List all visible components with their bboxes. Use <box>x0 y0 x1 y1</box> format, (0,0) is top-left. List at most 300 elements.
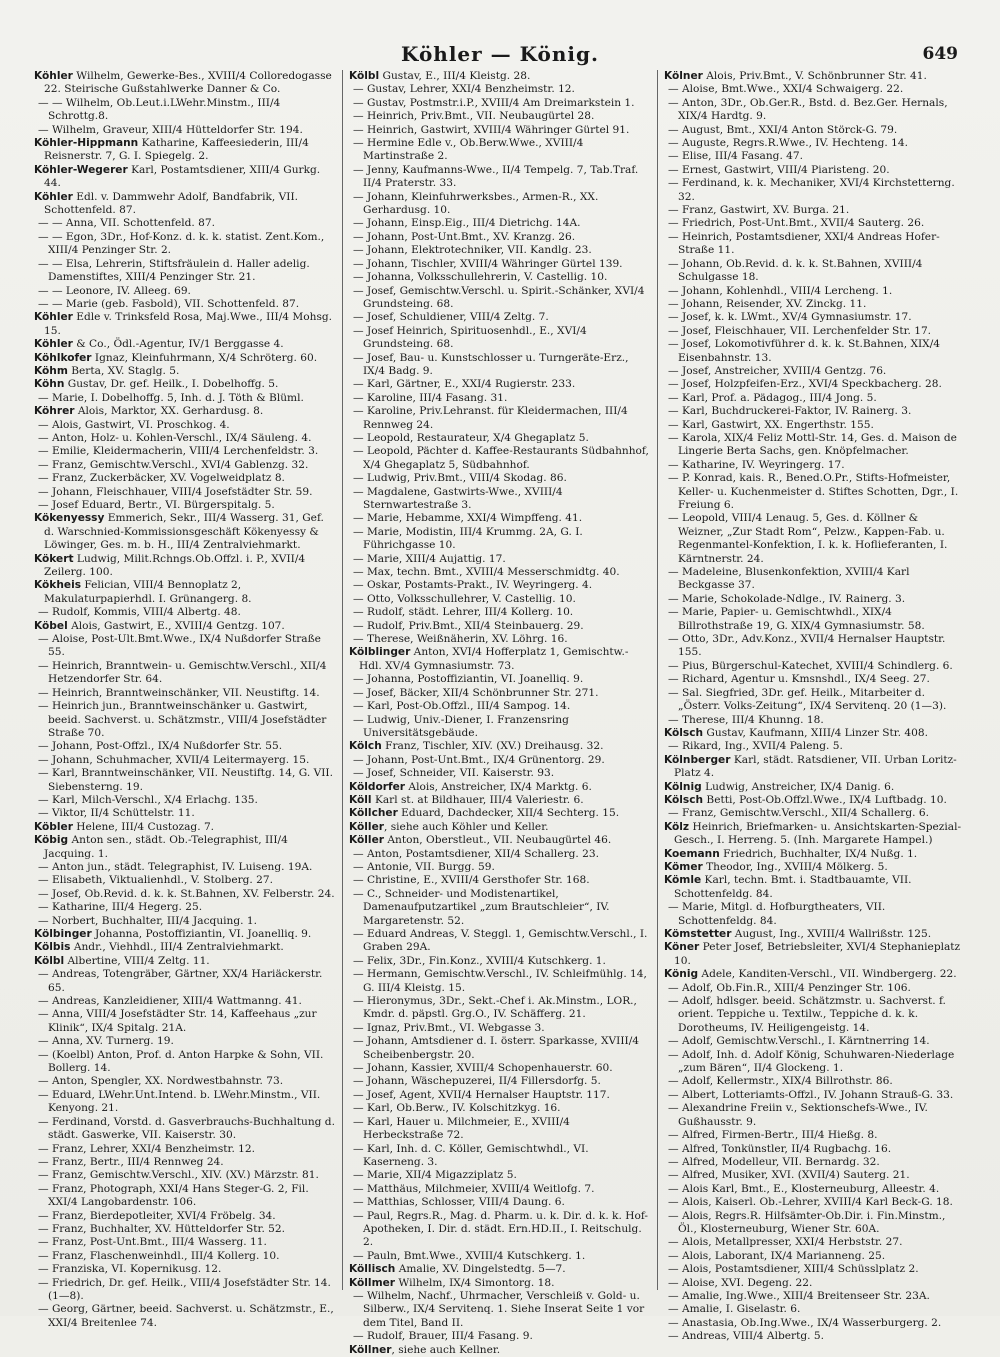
entry-text: Amalie, XV. Dingelstedtg. 5—7. <box>395 1263 566 1276</box>
directory-entry <box>664 687 966 714</box>
entry-text: — Josef, Gemischtw.Verschl. u. Spirit.-Schänker, XVI/4 Grundsteing. 68. <box>353 284 645 310</box>
entry-surname: Köhler-Hippmann <box>34 137 139 150</box>
entry-text: — Katharine, III/4 Hegerg. 25. <box>38 901 203 914</box>
directory-entry <box>664 1330 966 1343</box>
entry-text: — Max, techn. Bmt., XVIII/4 Messerschmidtg. 40. <box>353 566 620 579</box>
entry-surname: Kölner <box>664 70 703 82</box>
entry-text: Edl. v. Dammwehr Adolf, Bandfabrik, VII. Schottenfeld. 87. <box>44 190 299 217</box>
directory-entry <box>349 807 651 820</box>
directory-entry <box>349 392 651 405</box>
directory-entry <box>664 1277 966 1290</box>
entry-surname: Köllmer <box>349 1276 396 1289</box>
entry-surname: Köllner <box>349 1343 392 1356</box>
entry-surname: Kölbis <box>34 941 71 954</box>
directory-entry <box>349 124 651 137</box>
entry-surname: Köbig <box>34 834 69 847</box>
entry-surname: Kölch <box>349 740 382 753</box>
entry-text: — Karl, Prof. a. Pädagog., III/4 Jong. 5. <box>668 391 877 404</box>
directory-entry <box>664 1049 966 1076</box>
entry-text: — Marie, XII/4 Migazziplatz 5. <box>353 1169 517 1182</box>
entry-text: — Adolf, Inh. d. Adolf König, Schuhwaren-Niederlage „zum Bären“, II/4 Glockeng. 1. <box>668 1048 955 1075</box>
directory-entry <box>34 1089 336 1116</box>
entry-surname: Köller <box>349 820 384 833</box>
directory-entry <box>34 378 336 391</box>
entry-text: — Hermine Edle v., Ob.Berw.Wwe., XVIII/4 Martinstraße 2. <box>353 137 584 163</box>
directory-entry <box>664 97 966 124</box>
directory-entry <box>34 1277 336 1304</box>
directory-entry <box>664 83 966 96</box>
directory-entry <box>349 821 651 834</box>
entry-text: Gustav, Kaufmann, XIII/4 Linzer Str. 408. <box>703 726 928 739</box>
directory-entry <box>34 1049 336 1076</box>
directory-entry <box>34 298 336 311</box>
directory-entry <box>664 231 966 258</box>
directory-entry <box>349 633 651 646</box>
entry-text: — Heinrich jun., Branntweinschänker u. Gastwirt, beeid. Sachverst. u. Schätzmstr., VIII/4 Josefstädter Straße 70. <box>38 700 327 739</box>
entry-text: — Marie, Hebamme, XXI/4 Wimpffeng. 41. <box>353 512 583 525</box>
directory-entry <box>349 378 651 391</box>
entry-text: — Amalie, Ing.Wwe., XIII/4 Breitenseer Str. 23A. <box>668 1289 930 1302</box>
directory-entry <box>349 445 651 472</box>
entry-text: Adele, Kanditen-Verschl., VII. Windbergerg. 22. <box>698 968 957 981</box>
entry-text: — Ferdinand, k. k. Mechaniker, XVI/4 Kirchstetterng. 32. <box>668 177 955 203</box>
directory-entry <box>34 137 336 164</box>
directory-entry <box>664 512 966 566</box>
directory-entry <box>349 1022 651 1035</box>
directory-entry <box>34 191 336 218</box>
entry-surname: Kölbinger <box>34 928 92 940</box>
entry-text: — Anna, XV. Turnerg. 19. <box>38 1035 174 1048</box>
directory-entry <box>664 70 966 83</box>
entry-text: — Friedrich, Dr. gef. Heilk., VIII/4 Josefstädter Str. 14. (1—8). <box>38 1276 331 1302</box>
entry-surname: Köllcher <box>349 807 398 820</box>
entry-surname: Köner <box>664 941 700 954</box>
entry-text: — Gustav, Postmstr.i.P., XVIII/4 Am Dreimarkstein 1. <box>353 96 635 109</box>
directory-entry <box>34 767 336 794</box>
entry-text: — Anastasia, Ob.Ing.Wwe., IX/4 Wasserburgerg. 2. <box>668 1316 942 1329</box>
entry-surname: Köll <box>349 793 372 806</box>
entry-text: — Alfred, Musiker, XVI. (XVII/4) Sauterg. 21. <box>668 1169 910 1182</box>
directory-entry <box>349 472 651 485</box>
entry-surname: Köhrer <box>34 405 75 418</box>
entry-text: — Emilie, Kleidermacherin, VIII/4 Lerchenfeldstr. 3. <box>38 445 319 458</box>
directory-entry <box>664 177 966 204</box>
entry-text: — Franz, Gemischtw.Verschl., XIV. (XV.) Märzstr. 81. <box>38 1169 319 1182</box>
entry-text: — Franz, Zuckerbäcker, XV. Vogelweidplatz 8. <box>38 472 285 485</box>
directory-entry <box>34 861 336 874</box>
entry-text: — Heinrich, Priv.Bmt., VII. Neubaugürtel 28. <box>353 110 595 123</box>
directory-entry <box>349 714 651 741</box>
entry-text: Johanna, Postoffiziantin, VI. Joanelliq. 9. <box>91 928 312 940</box>
entry-text: — Josef, Schneider, VII. Kaiserstr. 93. <box>353 767 555 780</box>
entry-text: — Josef, Ob.Revid. d. k. k. St.Bahnen, XV. Felberstr. 24. <box>38 887 335 900</box>
directory-entry <box>34 1116 336 1143</box>
directory-entry <box>349 593 651 606</box>
directory-entry <box>349 781 651 794</box>
directory-entry <box>349 606 651 619</box>
entry-text: Alois, Gastwirt, E., XVIII/4 Gentzg. 107. <box>67 619 285 632</box>
directory-entry <box>664 1183 966 1196</box>
entry-text: — Josef, Holzpfeifen-Erz., XVI/4 Speckbacherg. 28. <box>668 378 942 391</box>
entry-text: — Karl, Hauer u. Milchmeier, E., XVIII/4 Herbeckstraße 72. <box>353 1115 570 1142</box>
entry-text: — Josef, Bäcker, XII/4 Schönbrunner Str. 271. <box>353 686 599 699</box>
entry-text: — Alois, Postamtsdiener, XIII/4 Schüsslplatz 2. <box>668 1263 919 1276</box>
entry-text: Peter Josef, Betriebsleiter, XVI/4 Stephanieplatz 10. <box>674 941 961 967</box>
entry-surname: Kölnig <box>664 780 702 793</box>
directory-entry <box>664 419 966 432</box>
directory-entry <box>349 740 651 753</box>
entry-text: August, Ing., XVIII/4 Wallrißstr. 125. <box>731 928 932 940</box>
entry-text: — Pauln, Bmt.Wwe., XVIII/4 Kutschkerg. 1. <box>353 1249 586 1262</box>
entry-text: Ludwig, Anstreicher, IX/4 Danig. 6. <box>701 780 895 793</box>
entry-text: — Marie, XIII/4 Aujattig. 17. <box>353 552 506 565</box>
directory-entry <box>664 633 966 660</box>
entry-text: — Josef Eduard, Bertr., VI. Bürgerspitalg. 5. <box>38 499 275 511</box>
directory-entry <box>34 1250 336 1263</box>
entry-text: — Josef, Bau- u. Kunstschlosser u. Turngeräte-Erz., IX/4 Badg. 9. <box>353 351 629 377</box>
directory-entry <box>664 1210 966 1237</box>
directory-entry <box>664 794 966 807</box>
directory-entry <box>349 754 651 767</box>
entry-text: — Anton, Postamtsdiener, XII/4 Schallerg. 23. <box>353 847 600 860</box>
entry-text: — Ludwig, Univ.-Diener, I. Franzensring Universitätsgebäude. <box>353 713 569 739</box>
directory-entry <box>664 164 966 177</box>
entry-text: — Friedrich, Post-Unt.Bmt., XVII/4 Sauterg. 26. <box>668 217 925 230</box>
directory-entry <box>349 995 651 1022</box>
directory-entry <box>349 848 651 861</box>
entry-text: — Aloise, XVI. Degeng. 22. <box>668 1276 813 1289</box>
directory-entry <box>34 888 336 901</box>
entry-text: Helene, III/4 Custozag. 7. <box>72 820 215 833</box>
entry-text: — Heinrich, Postamtsdiener, XXI/4 Andreas Hofer-Straße 11. <box>668 230 940 257</box>
directory-entry <box>349 70 651 83</box>
page-header <box>0 40 1000 70</box>
directory-entry <box>349 1169 651 1182</box>
directory-entry <box>664 325 966 338</box>
entry-text: Gustav, E., III/4 Kleistg. 28. <box>379 70 531 82</box>
entry-text: — Auguste, Regrs.R.Wwe., IV. Hechteng. 14. <box>668 137 908 150</box>
entry-text: — Rudolf, Brauer, III/4 Fasang. 9. <box>353 1330 533 1343</box>
directory-entry <box>664 714 966 727</box>
entry-surname: Köhm <box>34 364 68 377</box>
entry-surname: Köhler <box>34 338 73 351</box>
entry-surname: Kölbl <box>349 70 380 82</box>
entry-text: — — Anna, VII. Schottenfeld. 87. <box>38 217 215 230</box>
entry-text: — Andreas, VIII/4 Albertg. 5. <box>668 1330 824 1343</box>
entry-text: Edle v. Trinksfeld Rosa, Maj.Wwe., III/4 Mohsg. 15. <box>44 311 333 337</box>
directory-columns <box>30 70 966 1356</box>
directory-entry <box>664 1035 966 1048</box>
directory-entry <box>664 781 966 794</box>
entry-text: — Anton, Holz- u. Kohlen-Verschl., IX/4 Säuleng. 4. <box>38 431 312 444</box>
entry-text: — Johann, Kassier, XVIII/4 Schopenhauerstr. 60. <box>353 1062 613 1075</box>
directory-entry <box>664 217 966 230</box>
directory-entry <box>349 486 651 513</box>
directory-entry <box>664 593 966 606</box>
entry-text: — Franz, Gastwirt, XV. Burga. 21. <box>668 204 850 217</box>
directory-entry <box>349 1210 651 1250</box>
directory-entry <box>349 1344 651 1357</box>
directory-entry <box>664 740 966 753</box>
entry-text: — Felix, 3Dr., Fin.Konz., XVIII/4 Kutschkerg. 1. <box>353 954 606 967</box>
directory-entry <box>664 874 966 901</box>
entry-text: , siehe auch Kellner. <box>391 1343 501 1356</box>
entry-surname: Köbel <box>34 619 68 632</box>
entry-text: — Josef, Anstreicher, XVIII/4 Gentzg. 76. <box>668 364 887 377</box>
entry-text: — Franz, Bierdepotleiter, XVI/4 Fröbelg. 34. <box>38 1209 276 1222</box>
entry-text: — Karl, Buchdruckerei-Faktor, IV. Rainerg. 3. <box>668 405 912 418</box>
directory-entry <box>34 432 336 445</box>
entry-text: — Leopold, VIII/4 Lenaug. 5, Ges. d. Köllner & Weizner, „Zur Stadt Rom“, Pelzw., Kappen-Fab. u. Regenmantel-Konfektion, I. k. k. Hoflieferanten, I. Kärntnerstr. 24. <box>668 512 948 565</box>
directory-entry <box>34 405 336 418</box>
entry-text: — Elise, III/4 Fasang. 47. <box>668 150 804 163</box>
directory-entry <box>664 821 966 848</box>
entry-text: — Josef, Agent, XVII/4 Hernalser Hauptstr. 117. <box>353 1088 610 1101</box>
directory-entry <box>349 700 651 713</box>
entry-text: — Rudolf, städt. Lehrer, III/4 Kollerg. 10. <box>353 606 574 619</box>
entry-text: Gustav, Dr. gef. Heilk., I. Dobelhoffg. 5. <box>64 378 279 391</box>
entry-text: — Alois, Regrs.R. Hilfsämter-Ob.Dir. i. Fin.Minstm., Öl., Klosterneuburg, Wiener Str. 60A. <box>668 1209 946 1235</box>
directory-entry <box>664 285 966 298</box>
directory-entry <box>34 499 336 512</box>
entry-text: — Otto, Volksschullehrer, V. Castellig. 10. <box>353 592 576 605</box>
entry-text: — Karl, Inh. d. C. Köller, Gemischtwhdl., VI. Kaserneng. 3. <box>353 1142 589 1168</box>
entry-text: — Albert, Lotteriamts-Offzl., IV. Johann Strauß-G. 33. <box>668 1088 954 1101</box>
directory-entry <box>349 767 651 780</box>
entry-text: — Rikard, Ing., XVII/4 Paleng. 5. <box>668 740 843 753</box>
directory-entry <box>34 915 336 928</box>
entry-text: Karl, städt. Ratsdiener, VII. Urban Loritz-Platz 4. <box>674 753 957 780</box>
entry-text: — Franz, Buchhalter, XV. Hütteldorfer Str. 52. <box>38 1222 286 1235</box>
entry-text: Eduard, Dachdecker, XII/4 Sechterg. 15. <box>397 807 620 820</box>
entry-text: — Johann, Reisender, XV. Zinckg. 11. <box>668 297 867 310</box>
entry-text: Alois, Priv.Bmt., V. Schönbrunner Str. 41. <box>702 70 927 82</box>
directory-entry <box>349 1102 651 1115</box>
entry-surname: Köhler <box>34 190 73 203</box>
entry-text: — Johann, Amtsdiener d. I. österr. Sparkasse, XVIII/4 Scheibenbergstr. 20. <box>353 1035 640 1061</box>
entry-text: — Johann, Post-Unt.Bmt., IX/4 Grünentorg. 29. <box>353 753 605 766</box>
entry-text: — Rudolf, Kommis, VIII/4 Albertg. 48. <box>38 606 241 619</box>
entry-text: — Alois, Laborant, IX/4 Marianneng. 25. <box>668 1249 886 1262</box>
entry-text: Wilhelm, IX/4 Simontorg. 18. <box>395 1276 555 1289</box>
directory-entry <box>349 579 651 592</box>
entry-text: — Karl, Branntweinschänker, VII. Neustiftg. 14, G. VII. Siebensterng. 19. <box>38 767 333 793</box>
directory-entry <box>664 137 966 150</box>
directory-entry <box>34 807 336 820</box>
directory-entry <box>664 258 966 285</box>
entry-text: — Johann, Fleischhauer, VIII/4 Josefstädter Str. 59. <box>38 485 313 498</box>
entry-text: — Josef, Schuldiener, VIII/4 Zeltg. 7. <box>353 311 549 324</box>
entry-surname: Köller <box>349 834 384 847</box>
entry-text: — Karl, Ob.Berw., IV. Kolschitzkyg. 16. <box>353 1102 561 1115</box>
entry-text: — Marie, Papier- u. Gemischtwhdl., XIX/4 Billrothstraße 19, G. XIX/4 Gymnasiumstr. 58. <box>668 606 925 632</box>
entry-text: — Johann, Post-Unt.Bmt., XV. Kranzg. 26. <box>353 230 576 243</box>
directory-column-2 <box>342 70 651 1356</box>
entry-text: — Alfred, Firmen-Bertr., III/4 Hießg. 8. <box>668 1129 878 1142</box>
directory-entry <box>34 553 336 580</box>
entry-surname: Kökenyessy <box>34 512 105 525</box>
directory-entry <box>34 365 336 378</box>
entry-text: — Alois Karl, Bmt., E., Klosterneuburg, Alleestr. 4. <box>668 1182 940 1195</box>
entry-text: — Alfred, Tonkünstler, II/4 Rugbachg. 16. <box>668 1142 892 1155</box>
directory-entry <box>34 941 336 954</box>
entry-text: — Johann, Elektrotechniker, VII. Kandlg. 23. <box>353 244 592 257</box>
directory-entry <box>34 700 336 740</box>
directory-entry <box>34 968 336 995</box>
entry-text: — Ferdinand, Vorstd. d. Gasverbrauchs-Buchhaltung d. städt. Gaswerke, VII. Kaiserstr. 30. <box>38 1115 335 1142</box>
entry-text: — Karl, Milch-Verschl., X/4 Erlachg. 135. <box>38 793 258 806</box>
entry-text: — Matthias, Schlosser, VIII/4 Daung. 6. <box>353 1196 565 1209</box>
entry-text: — Pius, Bürgerschul-Katechet, XVIII/4 Schindlerg. 6. <box>668 659 953 672</box>
entry-surname: Köhler <box>34 311 73 324</box>
entry-text: — — Elsa, Lehrerin, Stiftsfräulein d. Haller adelig. Damenstiftes, XIII/4 Penzinger Str. 21. <box>38 257 310 284</box>
entry-text: Theodor, Ing., XVIII/4 Mölkerg. 5. <box>702 860 888 873</box>
directory-entry <box>349 271 651 284</box>
entry-text: — Johann, Ob.Revid. d. k. k. St.Bahnen, XVIII/4 Schulgasse 18. <box>668 257 923 284</box>
directory-entry <box>349 97 651 110</box>
entry-surname: Koemann <box>664 847 720 860</box>
directory-entry <box>349 1196 651 1209</box>
entry-text: — Hermann, Gemischtw.Verschl., IV. Schleifmühlg. 14, G. III/4 Kleistg. 15. <box>353 968 647 994</box>
directory-entry <box>664 1290 966 1303</box>
directory-entry <box>664 378 966 391</box>
directory-entry <box>664 901 966 928</box>
entry-surname: Kömer <box>664 860 703 873</box>
entry-text: Anton sen., städt. Ob.-Telegraphist, III/4 Jacquing. 1. <box>44 834 288 860</box>
directory-entry <box>349 405 651 432</box>
directory-entry <box>664 861 966 874</box>
entry-text: Karl st. at Bildhauer, III/4 Valeriestr. 6. <box>371 793 584 806</box>
entry-text: — Jenny, Kaufmanns-Wwe., II/4 Tempelg. 7, Tab.Traf. II/4 Praterstr. 33. <box>353 163 639 190</box>
directory-entry <box>34 821 336 834</box>
directory-entry <box>349 110 651 123</box>
entry-text: — Eduard Andreas, V. Steggl. 1, Gemischtw.Verschl., I. Graben 29A. <box>353 928 648 954</box>
entry-text: — Ludwig, Priv.Bmt., VIII/4 Skodag. 86. <box>353 472 567 485</box>
entry-text: — Sal. Siegfried, 3Dr. gef. Heilk., Mitarbeiter d. „Österr. Volks-Zeitung“, IX/4 Servitenq. 20 (1—3). <box>668 686 947 713</box>
directory-entry <box>349 888 651 928</box>
directory-entry <box>34 419 336 432</box>
directory-entry <box>34 606 336 619</box>
directory-entry <box>664 848 966 861</box>
directory-entry <box>349 1143 651 1170</box>
entry-text: — Andreas, Kanzleidiener, XIII/4 Wattmanng. 41. <box>38 995 302 1008</box>
directory-entry <box>664 928 966 941</box>
directory-entry <box>349 861 651 874</box>
page-number: 649 <box>922 44 958 64</box>
directory-entry <box>34 579 336 606</box>
directory-entry <box>34 285 336 298</box>
directory-entry <box>349 794 651 807</box>
entry-text: — Adolf, hdlsger. beeid. Schätzmstr. u. Sachverst. f. orient. Teppiche u. Textilw., Teppiche d. k. k. Dorotheums, IV. Heiligengeistg. 14. <box>668 995 946 1034</box>
directory-entry <box>34 70 336 97</box>
entry-text: — Leopold, Restaurateur, X/4 Ghegaplatz 5. <box>353 431 589 444</box>
entry-text: & Co., Ödl.-Agentur, IV/1 Berggasse 4. <box>72 338 284 351</box>
entry-text: — Magdalene, Gastwirts-Wwe., XVIII/4 Sternwartestraße 3. <box>353 485 563 511</box>
entry-text: — Ernest, Gastwirt, VIII/4 Piaristeng. 20. <box>668 163 890 176</box>
directory-entry <box>664 968 966 981</box>
entry-text: — C., Schneider- und Modistenartikel, Damenaufputzartikel „zum Brautschleier“, IV. Margaretenstr. 52. <box>353 887 610 927</box>
entry-text: Emmerich, Sekr., III/4 Wasserg. 31, Gef. d. Warschnied-Kommissionsgeschäft Kökenyessy & Löwinger, Ges. m. b. H., III/4 Zentralviehmarkt. <box>44 512 324 552</box>
directory-entry <box>34 1210 336 1223</box>
entry-text: — Ignaz, Priv.Bmt., VI. Webgasse 3. <box>353 1021 545 1034</box>
directory-entry <box>349 231 651 244</box>
directory-entry <box>349 137 651 164</box>
directory-entry <box>664 982 966 995</box>
entry-text: — Eduard, LWehr.Unt.Intend. b. LWehr.Minstm., VII. Kenyong. 21. <box>38 1088 321 1115</box>
entry-surname: Kökert <box>34 552 74 565</box>
entry-text: — Anna, VIII/4 Josefstädter Str. 14, Kaffeehaus „zur Klinik“, IX/4 Spitalg. 21A. <box>38 1008 317 1034</box>
directory-entry <box>34 1169 336 1182</box>
directory-entry <box>664 405 966 418</box>
entry-text: Karl, Postamtsdiener, XIII/4 Gurkg. 44. <box>44 163 321 190</box>
entry-text: — Katharine, IV. Weyringerg. 17. <box>668 458 845 471</box>
entry-surname: Kölsch <box>664 726 704 739</box>
directory-entry <box>349 83 651 96</box>
directory-entry <box>34 1075 336 1088</box>
directory-entry <box>664 566 966 593</box>
directory-entry <box>349 928 651 955</box>
entry-text: — Heinrich, Branntwein- u. Gemischtw.Verschl., XII/4 Hetzendorfer Str. 64. <box>38 659 327 686</box>
entry-text: — (Koelbl) Anton, Prof. d. Anton Harpke & Sohn, VII. Bollerg. 14. <box>38 1048 324 1075</box>
directory-entry <box>34 164 336 191</box>
entry-text: — Therese, Weißnäherin, XV. Löhrg. 16. <box>353 633 568 646</box>
directory-entry <box>34 352 336 365</box>
entry-text: Heinrich, Briefmarken- u. Ansichtskarten-Spezial-Gesch., I. Herreng. 5. (Inh. Margarete Hampel.) <box>674 820 962 847</box>
entry-text: — Leopold, Pächter d. Kaffee-Restaurants Südbahnhof, X/4 Ghegaplatz 5, Südbahnhof. <box>353 445 649 471</box>
directory-entry <box>34 392 336 405</box>
directory-entry <box>349 620 651 633</box>
entry-text: — Heinrich, Branntweinschänker, VII. Neustiftg. 14. <box>38 686 320 699</box>
entry-text: — Andreas, Totengräber, Gärtner, XX/4 Hariäckerstr. 65. <box>38 968 323 994</box>
entry-text: , siehe auch Köhler und Keller. <box>383 820 549 833</box>
entry-text: — Johanna, Volksschullehrerin, V. Castellig. 10. <box>353 271 608 284</box>
directory-entry <box>664 1102 966 1129</box>
entry-text: — August, Bmt., XXI/4 Anton Störck-G. 79. <box>668 123 898 136</box>
directory-entry <box>349 1035 651 1062</box>
entry-surname: Kölz <box>664 820 690 833</box>
entry-text: Friedrich, Buchhalter, IX/4 Nußg. 1. <box>719 847 918 860</box>
directory-entry <box>34 995 336 1008</box>
directory-entry <box>349 1290 651 1330</box>
directory-entry <box>34 1156 336 1169</box>
entry-text: Alois, Marktor, XX. Gerhardusg. 8. <box>74 405 264 418</box>
entry-text: — P. Konrad, kais. R., Bened.O.Pr., Stifts-Hofmeister, Keller- u. Kuchenmeister d. Stiftes Schotten, Dgr., I. Freiung 6. <box>668 472 959 511</box>
directory-entry <box>34 231 336 258</box>
directory-entry <box>34 754 336 767</box>
directory-entry <box>664 673 966 686</box>
entry-text: Alois, Anstreicher, IX/4 Marktg. 6. <box>405 780 592 793</box>
entry-text: Felician, VIII/4 Bennoplatz 2, Makulaturpapierhdl. I. Grünangerg. 8. <box>44 579 252 605</box>
entry-text: — Johanna, Postoffiziantin, VI. Joanelliq. 9. <box>353 673 584 686</box>
entry-text: — Heinrich, Gastwirt, XVIII/4 Währinger Gürtel 91. <box>353 123 630 136</box>
directory-entry <box>664 1250 966 1263</box>
directory-entry <box>34 486 336 499</box>
directory-entry <box>664 1303 966 1316</box>
directory-entry <box>34 633 336 660</box>
directory-entry <box>34 834 336 861</box>
entry-text: Karl, techn. Bmt. i. Stadtbauamte, VII. Schottenfeldg. 84. <box>674 874 912 900</box>
directory-entry <box>349 244 651 257</box>
entry-text: — Madeleine, Blusenkonfektion, XVIII/4 Karl Beckgasse 37. <box>668 566 910 592</box>
directory-entry <box>664 807 966 820</box>
directory-entry <box>34 258 336 285</box>
directory-entry <box>34 124 336 137</box>
directory-entry <box>349 512 651 525</box>
directory-entry <box>349 673 651 686</box>
directory-entry <box>664 1196 966 1209</box>
directory-entry <box>34 928 336 941</box>
directory-entry <box>349 1330 651 1343</box>
